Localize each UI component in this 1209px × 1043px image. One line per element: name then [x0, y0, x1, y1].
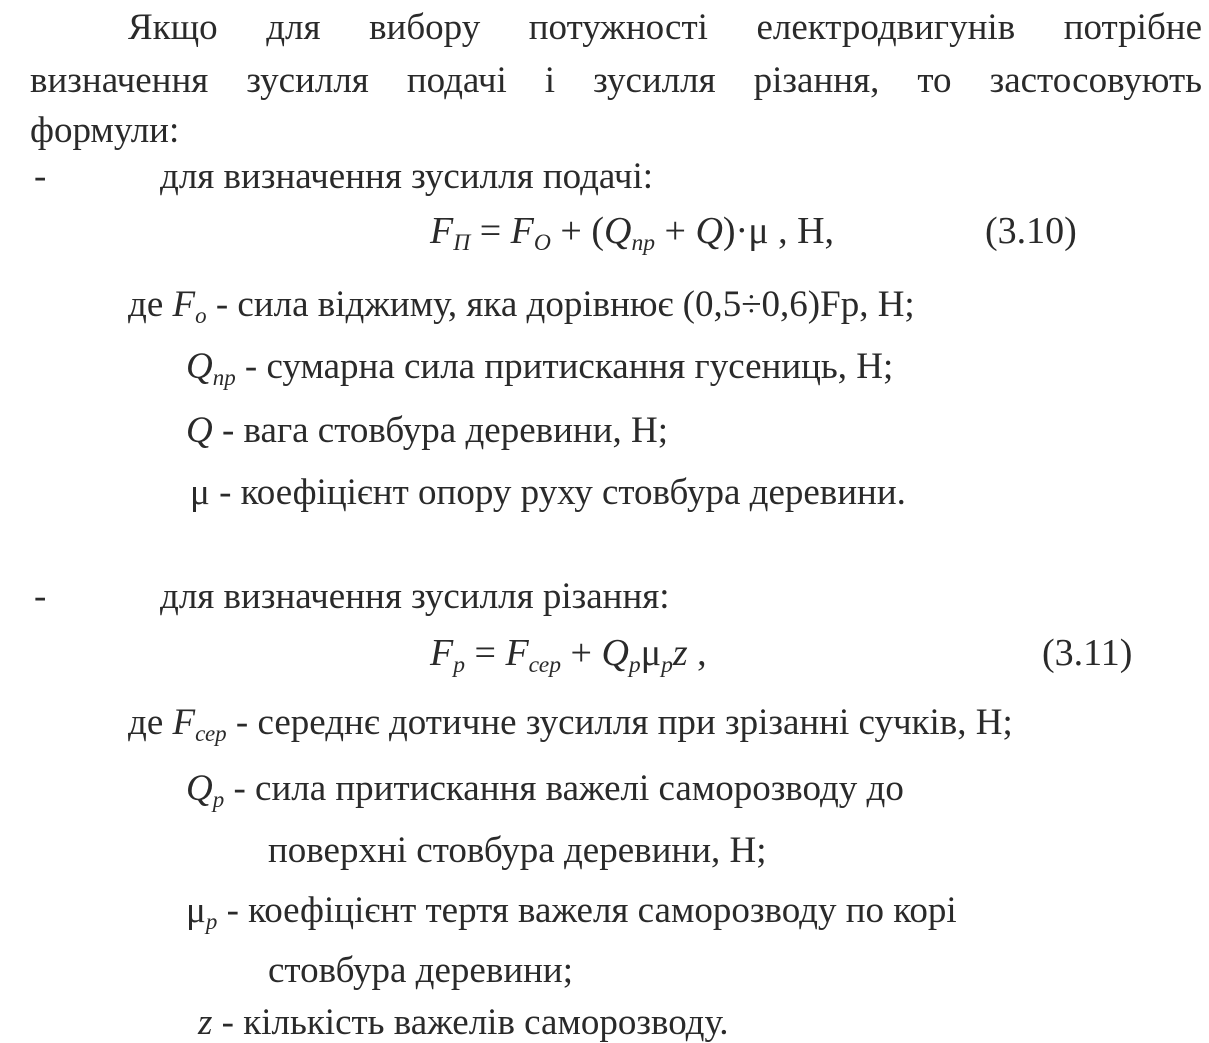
definition: - сила віджиму, яка дорівнює (0,5÷0,6)Fр, Н; — [206, 284, 915, 325]
bullet-feed: - — [34, 156, 47, 197]
definition: - середнє дотичне зусилля при зрізанні сучків, Н; — [226, 702, 1013, 743]
q-sub: пр — [631, 230, 655, 257]
where-prefix: де — [128, 284, 164, 325]
intro-line-1: Якщо для вибору потужності електродвигунів потрібне — [128, 7, 1202, 48]
formula-3-11 — [430, 632, 707, 679]
symbol-sub: пр — [212, 364, 236, 390]
where-prefix: де — [128, 702, 164, 743]
symbol: Q — [186, 410, 213, 451]
where-mu — [190, 474, 906, 511]
f-symbol: F — [430, 210, 454, 252]
where-qp-continuation: поверхні стовбура деревини, Н; — [268, 830, 767, 871]
equation-number-3-10: (3.10) — [985, 210, 1077, 252]
definition: - вага стовбура деревини, Н; — [212, 410, 669, 451]
symbol: Q — [186, 346, 213, 387]
where-z — [198, 1004, 729, 1041]
f-sub: П — [453, 230, 471, 257]
definition: - сила притискання важелі саморозводу до — [224, 768, 904, 809]
f-symbol: F — [510, 210, 534, 252]
where-mup-continuation: стовбура деревини; — [268, 950, 573, 991]
f-sub: O — [533, 230, 551, 257]
z-symbol: z — [672, 632, 688, 674]
symbol-sub: р — [212, 786, 225, 812]
plus-sign: + — [561, 632, 602, 674]
symbol: F — [172, 284, 196, 325]
f-sub: сер — [528, 652, 562, 679]
close-mu: )·μ , Н, — [722, 210, 835, 252]
where-q — [186, 412, 668, 449]
symbol: μ — [186, 890, 206, 931]
where-fo — [128, 284, 915, 328]
symbol: μ — [190, 472, 210, 513]
eq-sign: = — [470, 210, 511, 252]
symbol: Q — [186, 768, 213, 809]
f-sub: р — [453, 652, 465, 679]
feed-heading: для визначення зусилля подачі: — [160, 156, 654, 197]
definition: - коефіцієнт опору руху стовбура деревини. — [209, 472, 906, 513]
where-qp — [186, 768, 904, 812]
f-symbol: F — [505, 632, 529, 674]
symbol: F — [172, 702, 196, 743]
equation-number-3-11: (3.11) — [1042, 632, 1133, 674]
intro-line-2: визначення зусилля подачі і зусилля різання, то застосовують — [30, 60, 1202, 101]
q-symbol: Q — [695, 210, 723, 252]
symbol-sub: o — [195, 302, 207, 328]
where-mup — [186, 890, 957, 934]
where-fcep — [128, 702, 1013, 746]
mu-sub: р — [661, 652, 673, 679]
bullet-cut: - — [34, 576, 47, 617]
plus-open: + ( — [550, 210, 604, 252]
comma: , — [687, 632, 707, 674]
q-sub: р — [628, 652, 641, 679]
q-symbol: Q — [601, 632, 629, 674]
symbol: z — [198, 1002, 213, 1043]
formula-3-10 — [430, 210, 835, 257]
cut-heading: для визначення зусилля різання: — [160, 576, 670, 617]
eq-sign: = — [465, 632, 506, 674]
symbol-sub: р — [205, 908, 218, 934]
where-qnp — [186, 346, 894, 390]
symbol-sub: сер — [195, 720, 227, 746]
definition: - кількість важелів саморозводу. — [212, 1002, 729, 1043]
definition: - коефіцієнт тертя важеля саморозводу по корі — [217, 890, 957, 931]
definition: - сумарна сила притискання гусениць, Н; — [235, 346, 894, 387]
f-symbol: F — [430, 632, 454, 674]
mu-symbol: μ — [640, 632, 662, 674]
intro-line-3: формули: — [30, 110, 180, 151]
plus-sign: + — [655, 210, 696, 252]
q-symbol: Q — [604, 210, 632, 252]
